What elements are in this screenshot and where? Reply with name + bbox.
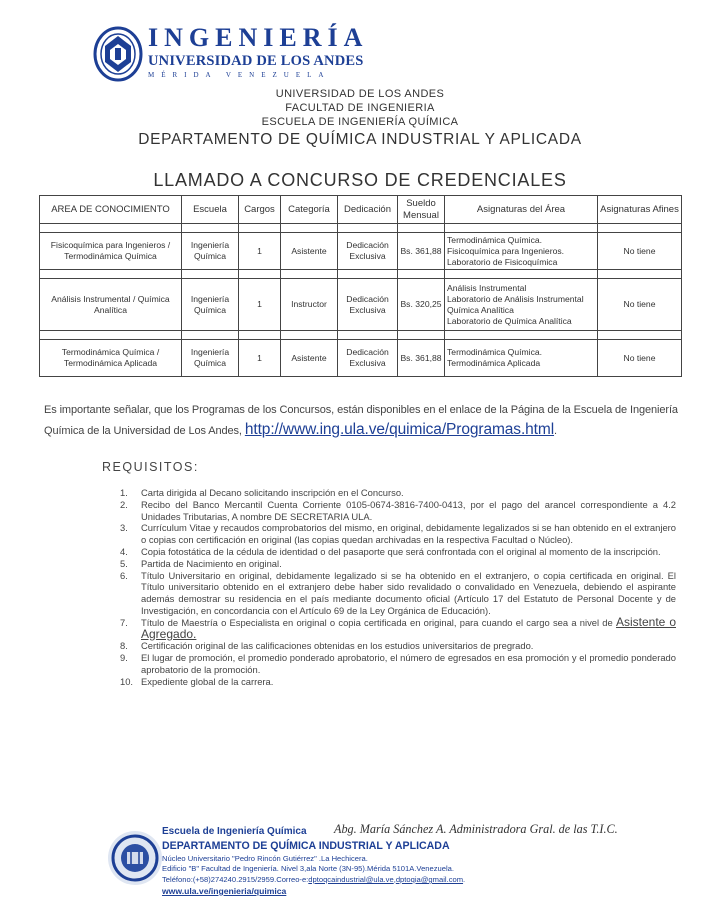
item-text: Carta dirigida al Decano solicitando inscripción en el Concurso. bbox=[141, 487, 404, 498]
item-text: El lugar de promoción, el promedio ponderado aprobatorio, el número de egresados en esa promoción y el promedio ponderado aprobatorio de la promoción. bbox=[141, 652, 676, 675]
subject-item: Laboratorio de Química Analítica bbox=[447, 315, 572, 326]
footer-email-2[interactable]: dptoqia@gmail.com bbox=[395, 875, 464, 884]
footer-email-sep: , bbox=[393, 875, 396, 884]
cell-cargos: 1 bbox=[239, 340, 281, 377]
cell-sueldo: Bs. 361,88 bbox=[398, 233, 445, 270]
col-header-asignaturas-area: Asignaturas del Área bbox=[445, 196, 598, 224]
list-item bbox=[120, 570, 676, 617]
cell-area: Análisis Instrumental / Química Analítica bbox=[40, 279, 182, 331]
table-spacer-row bbox=[40, 331, 682, 340]
item-text: Expediente global de la carrera. bbox=[141, 675, 274, 687]
cell-cargos: 1 bbox=[239, 233, 281, 270]
subject-item: Laboratorio de Análisis Instrumental bbox=[447, 293, 584, 304]
footer-phone: Teléfono:(+58)274240.2915/2959.Correo-e: bbox=[162, 875, 309, 884]
table-spacer-row bbox=[40, 270, 682, 279]
item-number: 3. bbox=[120, 522, 128, 534]
cell-asignaturas bbox=[445, 233, 598, 270]
table-header-row bbox=[40, 196, 682, 224]
item-text: Título de Maestría o Especialista en original o copia certificada en original, para cuando el cargo sea a nivel de bbox=[141, 616, 613, 628]
subject-item: Termodinámica Química. bbox=[447, 234, 543, 245]
cell-area: Termodinámica Química / Termodinámica Aplicada bbox=[40, 340, 182, 377]
subject-item: Fisicoquímica para Ingenieros. bbox=[447, 245, 565, 256]
list-item bbox=[120, 522, 676, 546]
subject-item: Química Analítica bbox=[447, 304, 514, 315]
cell-asignaturas bbox=[445, 340, 598, 377]
footer-contact bbox=[162, 875, 465, 884]
programs-notice bbox=[44, 400, 680, 441]
table-spacer-row bbox=[40, 224, 682, 233]
cell-cargos: 1 bbox=[239, 279, 281, 331]
requirements-list bbox=[120, 487, 676, 688]
cell-categoria: Asistente bbox=[281, 340, 338, 377]
list-item bbox=[120, 652, 676, 676]
item-text: Partida de Nacimiento en original. bbox=[141, 557, 282, 569]
university-emblem-icon bbox=[93, 26, 143, 82]
col-header-escuela: Escuela bbox=[182, 196, 239, 224]
cell-escuela: Ingeniería Química bbox=[182, 233, 239, 270]
cell-sueldo: Bs. 361,88 bbox=[398, 340, 445, 377]
table-row bbox=[40, 233, 682, 270]
item-number: 5. bbox=[120, 557, 128, 569]
cell-categoria: Asistente bbox=[281, 233, 338, 270]
item-number: 2. bbox=[120, 498, 128, 510]
positions-table bbox=[39, 195, 682, 377]
subject-item: Termodinámica Aplicada bbox=[447, 358, 541, 368]
header-university: UNIVERSIDAD DE LOS ANDES bbox=[275, 88, 445, 100]
cell-escuela: Ingeniería Química bbox=[182, 340, 239, 377]
footer-school: Escuela de Ingeniería Química bbox=[162, 826, 307, 837]
item-text: Recibo del Banco Mercantil Cuenta Corriente 0105-0674-3816-7400-0413, por el pago del arancel correspondiente a 4.2 Unidades Tributarias, A nombre DE SECRETARIA ULA. bbox=[141, 498, 676, 522]
list-item bbox=[120, 640, 676, 652]
footer-email-end: . bbox=[463, 875, 466, 884]
header-school: ESCUELA DE INGENIERÍA QUÍMICA bbox=[261, 116, 459, 128]
list-item bbox=[120, 676, 676, 688]
item-number: 1. bbox=[120, 487, 128, 498]
col-header-asignaturas-afines: Asignaturas Afines bbox=[598, 196, 682, 224]
item-number: 6. bbox=[120, 569, 128, 581]
col-header-categoria: Categoría bbox=[281, 196, 338, 224]
footer-address-1: Núcleo Universitario "Pedro Rincón Gutiérrez" .La Hechicera. bbox=[162, 854, 368, 863]
col-header-cargos: Cargos bbox=[239, 196, 281, 224]
item-text: Copia fotostática de la cédula de identidad o del pasaporte que será confrontada con el original al momento de la inscripción. bbox=[141, 545, 661, 557]
logo-title: INGENIERÍA bbox=[148, 23, 369, 52]
item-text: Currículum Vitae y recaudos comprobatorios del mismo, en original, debidamente legalizados si se han obtenido en el extranjero o copias con certificación en original (las copias quedan archivadas en la respectiva Facultad o Núcleo). bbox=[141, 522, 676, 546]
notice-text: Es importante señalar, que los Programas de los Concursos, están disponibles en el enlace de la Página de la Escuela de Ingeniería Química de la Universidad de Los Andes, bbox=[44, 404, 678, 437]
item-text: Certificación original de las calificaciones obtenidas en los estudios universitarios de pregrado. bbox=[141, 640, 534, 652]
cell-area: Fisicoquímica para Ingenieros / Termodinámica Química bbox=[40, 233, 182, 270]
cell-afines: No tiene bbox=[598, 233, 682, 270]
cell-sueldo: Bs. 320,25 bbox=[398, 279, 445, 331]
list-item bbox=[120, 487, 676, 499]
cell-afines: No tiene bbox=[598, 279, 682, 331]
footer-signature: Abg. María Sánchez A. Administradora Gral. de las T.I.C. bbox=[334, 822, 618, 836]
item-number: 4. bbox=[120, 545, 128, 557]
requirements-title: REQUISITOS: bbox=[102, 460, 199, 474]
cell-escuela: Ingeniería Química bbox=[182, 279, 239, 331]
cell-asignaturas bbox=[445, 279, 598, 331]
cell-dedicacion: Dedicación Exclusiva bbox=[338, 279, 398, 331]
footer-department: DEPARTAMENTO DE QUÍMICA INDUSTRIAL Y APLICADA bbox=[162, 840, 450, 852]
department-emblem-icon bbox=[107, 830, 163, 886]
list-item bbox=[120, 558, 676, 570]
item-number: 7. bbox=[120, 616, 128, 628]
logo-city: MÉRIDA VENEZUELA bbox=[148, 71, 331, 79]
logo-subtitle: UNIVERSIDAD DE LOS ANDES bbox=[148, 53, 364, 69]
footer-website-link[interactable]: www.ula.ve/ingenieria/quimica bbox=[162, 886, 287, 896]
item-underlined-text: Asistente o Agregado. bbox=[141, 614, 676, 641]
list-item bbox=[120, 614, 676, 641]
col-header-sueldo: Sueldo Mensual bbox=[398, 196, 445, 224]
table-row bbox=[40, 279, 682, 331]
header-faculty: FACULTAD DE INGENIERIA bbox=[285, 102, 435, 114]
programs-link[interactable]: http://www.ing.ula.ve/quimica/Programas.html bbox=[244, 421, 555, 438]
list-item bbox=[120, 499, 676, 523]
col-header-area: AREA DE CONOCIMIENTO bbox=[40, 196, 182, 224]
col-header-dedicacion: Dedicación bbox=[338, 196, 398, 224]
footer-address-2: Edificio "B" Facultad de Ingeniería. Nivel 3,ala Norte (3N-95).Mérida 5101A.Venezuela. bbox=[162, 864, 455, 873]
footer-email-1[interactable]: dptoqcaindustrial@ula.ve bbox=[308, 875, 394, 884]
subject-item: Termodinámica Química. bbox=[447, 347, 543, 357]
cell-categoria: Instructor bbox=[281, 279, 338, 331]
item-number: 9. bbox=[120, 652, 128, 664]
item-text: Título Universitario en original, debidamente legalizado si se ha obtenido en el extranjero, o copia certificada en original. El Título universitario obtenido en el extranjero debe haber sido revalidado o convalidado en Venezuela, debiendo el aspirante además demostrar su residencia en el país mediante documento oficial (Artículo 17 del Estatuto de Personal Docente y de Investigación, en concordancia con el Artículo 69 de la Ley Orgánica de Educación). bbox=[141, 569, 676, 616]
cell-afines: No tiene bbox=[598, 340, 682, 377]
subject-item: Laboratorio de Fisicoquímica bbox=[447, 256, 558, 267]
call-title: LLAMADO A CONCURSO DE CREDENCIALES bbox=[153, 170, 567, 190]
header-department: DEPARTAMENTO DE QUÍMICA INDUSTRIAL Y APLICADA bbox=[138, 131, 582, 148]
table-row bbox=[40, 340, 682, 377]
notice-end: . bbox=[554, 425, 558, 437]
list-item bbox=[120, 546, 676, 558]
cell-dedicacion: Dedicación Exclusiva bbox=[338, 233, 398, 270]
subject-item: Análisis Instrumental bbox=[447, 282, 527, 293]
cell-dedicacion: Dedicación Exclusiva bbox=[338, 340, 398, 377]
item-number: 10. bbox=[120, 675, 134, 687]
item-number: 8. bbox=[120, 640, 128, 652]
ula-engineering-logo bbox=[93, 23, 369, 86]
